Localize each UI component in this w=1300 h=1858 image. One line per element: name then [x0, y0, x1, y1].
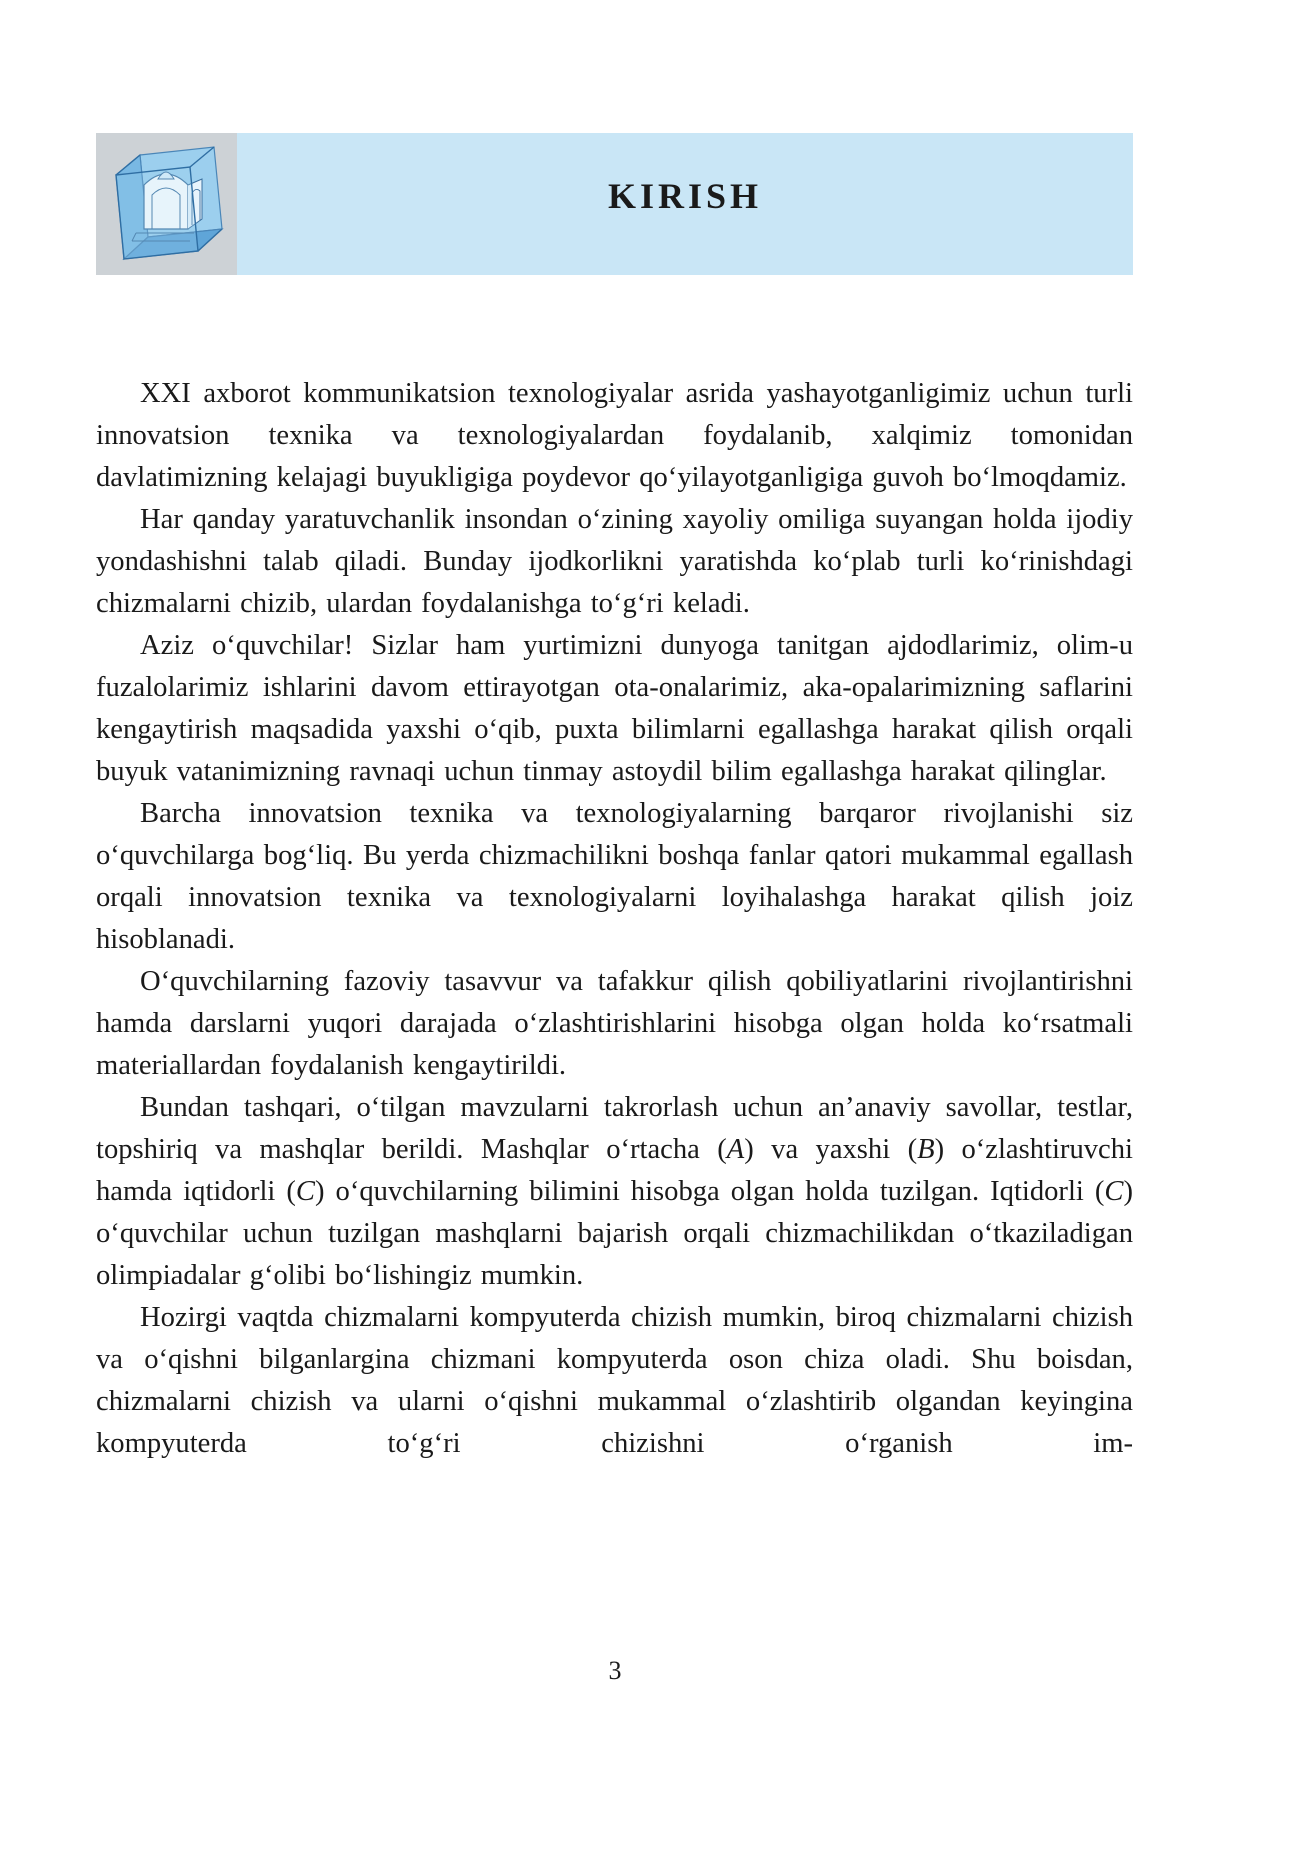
- page-number: 3: [608, 1656, 622, 1685]
- body-text: [96, 373, 1133, 1465]
- paragraph-6: Bundan tashqari, o‘tilgan mavzularni takrorlash uchun an’anaviy savollar, testlar, topshiriq va mashqlar berildi. Mashqlar o‘rtacha (A) va yaxshi (B) o‘zlashtiruvchi hamda iqtidorli (C) o‘quvchilarning bilimini hisobga olgan holda tuzilgan. Iqtidorli (C) o‘quvchilar uchun tuzilgan mashqlarni bajarish orqali chizmachilikdan o‘tkaziladigan olimpiadalar g‘olibi bo‘lishingiz mumkin.: [96, 1092, 1133, 1291]
- paragraph-3: Aziz o‘quvchilar! Sizlar ham yurtimizni dunyoga tanitgan ajdodlarimiz, olim-u fuzalolarimiz ishlarini davom ettirayotgan ota-onalarimiz, aka-opalarimizning saflarini kengaytirish maqsadida yaxshi o‘qib, puxta bilimlarni egallashga harakat qilish orqali buyuk vatanimizning ravnaqi uchun tinmay astoydil bilim egallashga harakat qilinglar.: [96, 630, 1133, 787]
- paragraph-1: XXI axborot kommunikatsion texnologiyalar asrida yashayotganligimiz uchun turli innovatsion texnika va texnologiyalardan foydalanib, xalqimiz tomonidan davlatimizning kelajagi buyukligiga poydevor qo‘yilayotganligiga guvoh bo‘lmoqdamiz.: [96, 378, 1133, 493]
- chapter-header-icon-box: [96, 133, 237, 275]
- cube-architecture-icon: [96, 133, 237, 275]
- paragraph-4: Barcha innovatsion texnika va texnologiyalarning barqaror rivojlanishi siz o‘quvchilarga bog‘liq. Bu yerda chizmachilikni boshqa fanlar qatori mukammal egallash orqali innovatsion texnika va texnologiyalarni loyihalashga harakat qilish joiz hisoblanadi.: [96, 798, 1133, 955]
- paragraph-2: Har qanday yaratuvchanlik insondan o‘zining xayoliy omiliga suyangan holda ijodiy yondashishni talab qiladi. Bunday ijodkorlikni yaratishda ko‘plab turli ko‘rinishdagi chizmalarni chizib, ulardan foydalanishga to‘g‘ri keladi.: [96, 504, 1133, 619]
- paragraph-5: O‘quvchilarning fazoviy tasavvur va tafakkur qilish qobiliyatlarini rivojlantirishni hamda darslarni yuqori darajada o‘zlashtirishlarini hisobga olgan holda ko‘rsatmali materiallardan foydalanish kengaytirildi.: [96, 966, 1133, 1081]
- chapter-title: KIRISH: [607, 176, 763, 216]
- paragraph-7: Hozirgi vaqtda chizmalarni kompyuterda chizish mumkin, biroq chizmalarni chizish va o‘qishni bilganlargina chizmani kompyuterda oson chiza oladi. Shu boisdan, chizmalarni chizish va ularni o‘qishni mukammal o‘zlashtirib olgandan keyingina kompyuterda to‘g‘ri chizishni o‘rganish im-: [96, 1302, 1133, 1459]
